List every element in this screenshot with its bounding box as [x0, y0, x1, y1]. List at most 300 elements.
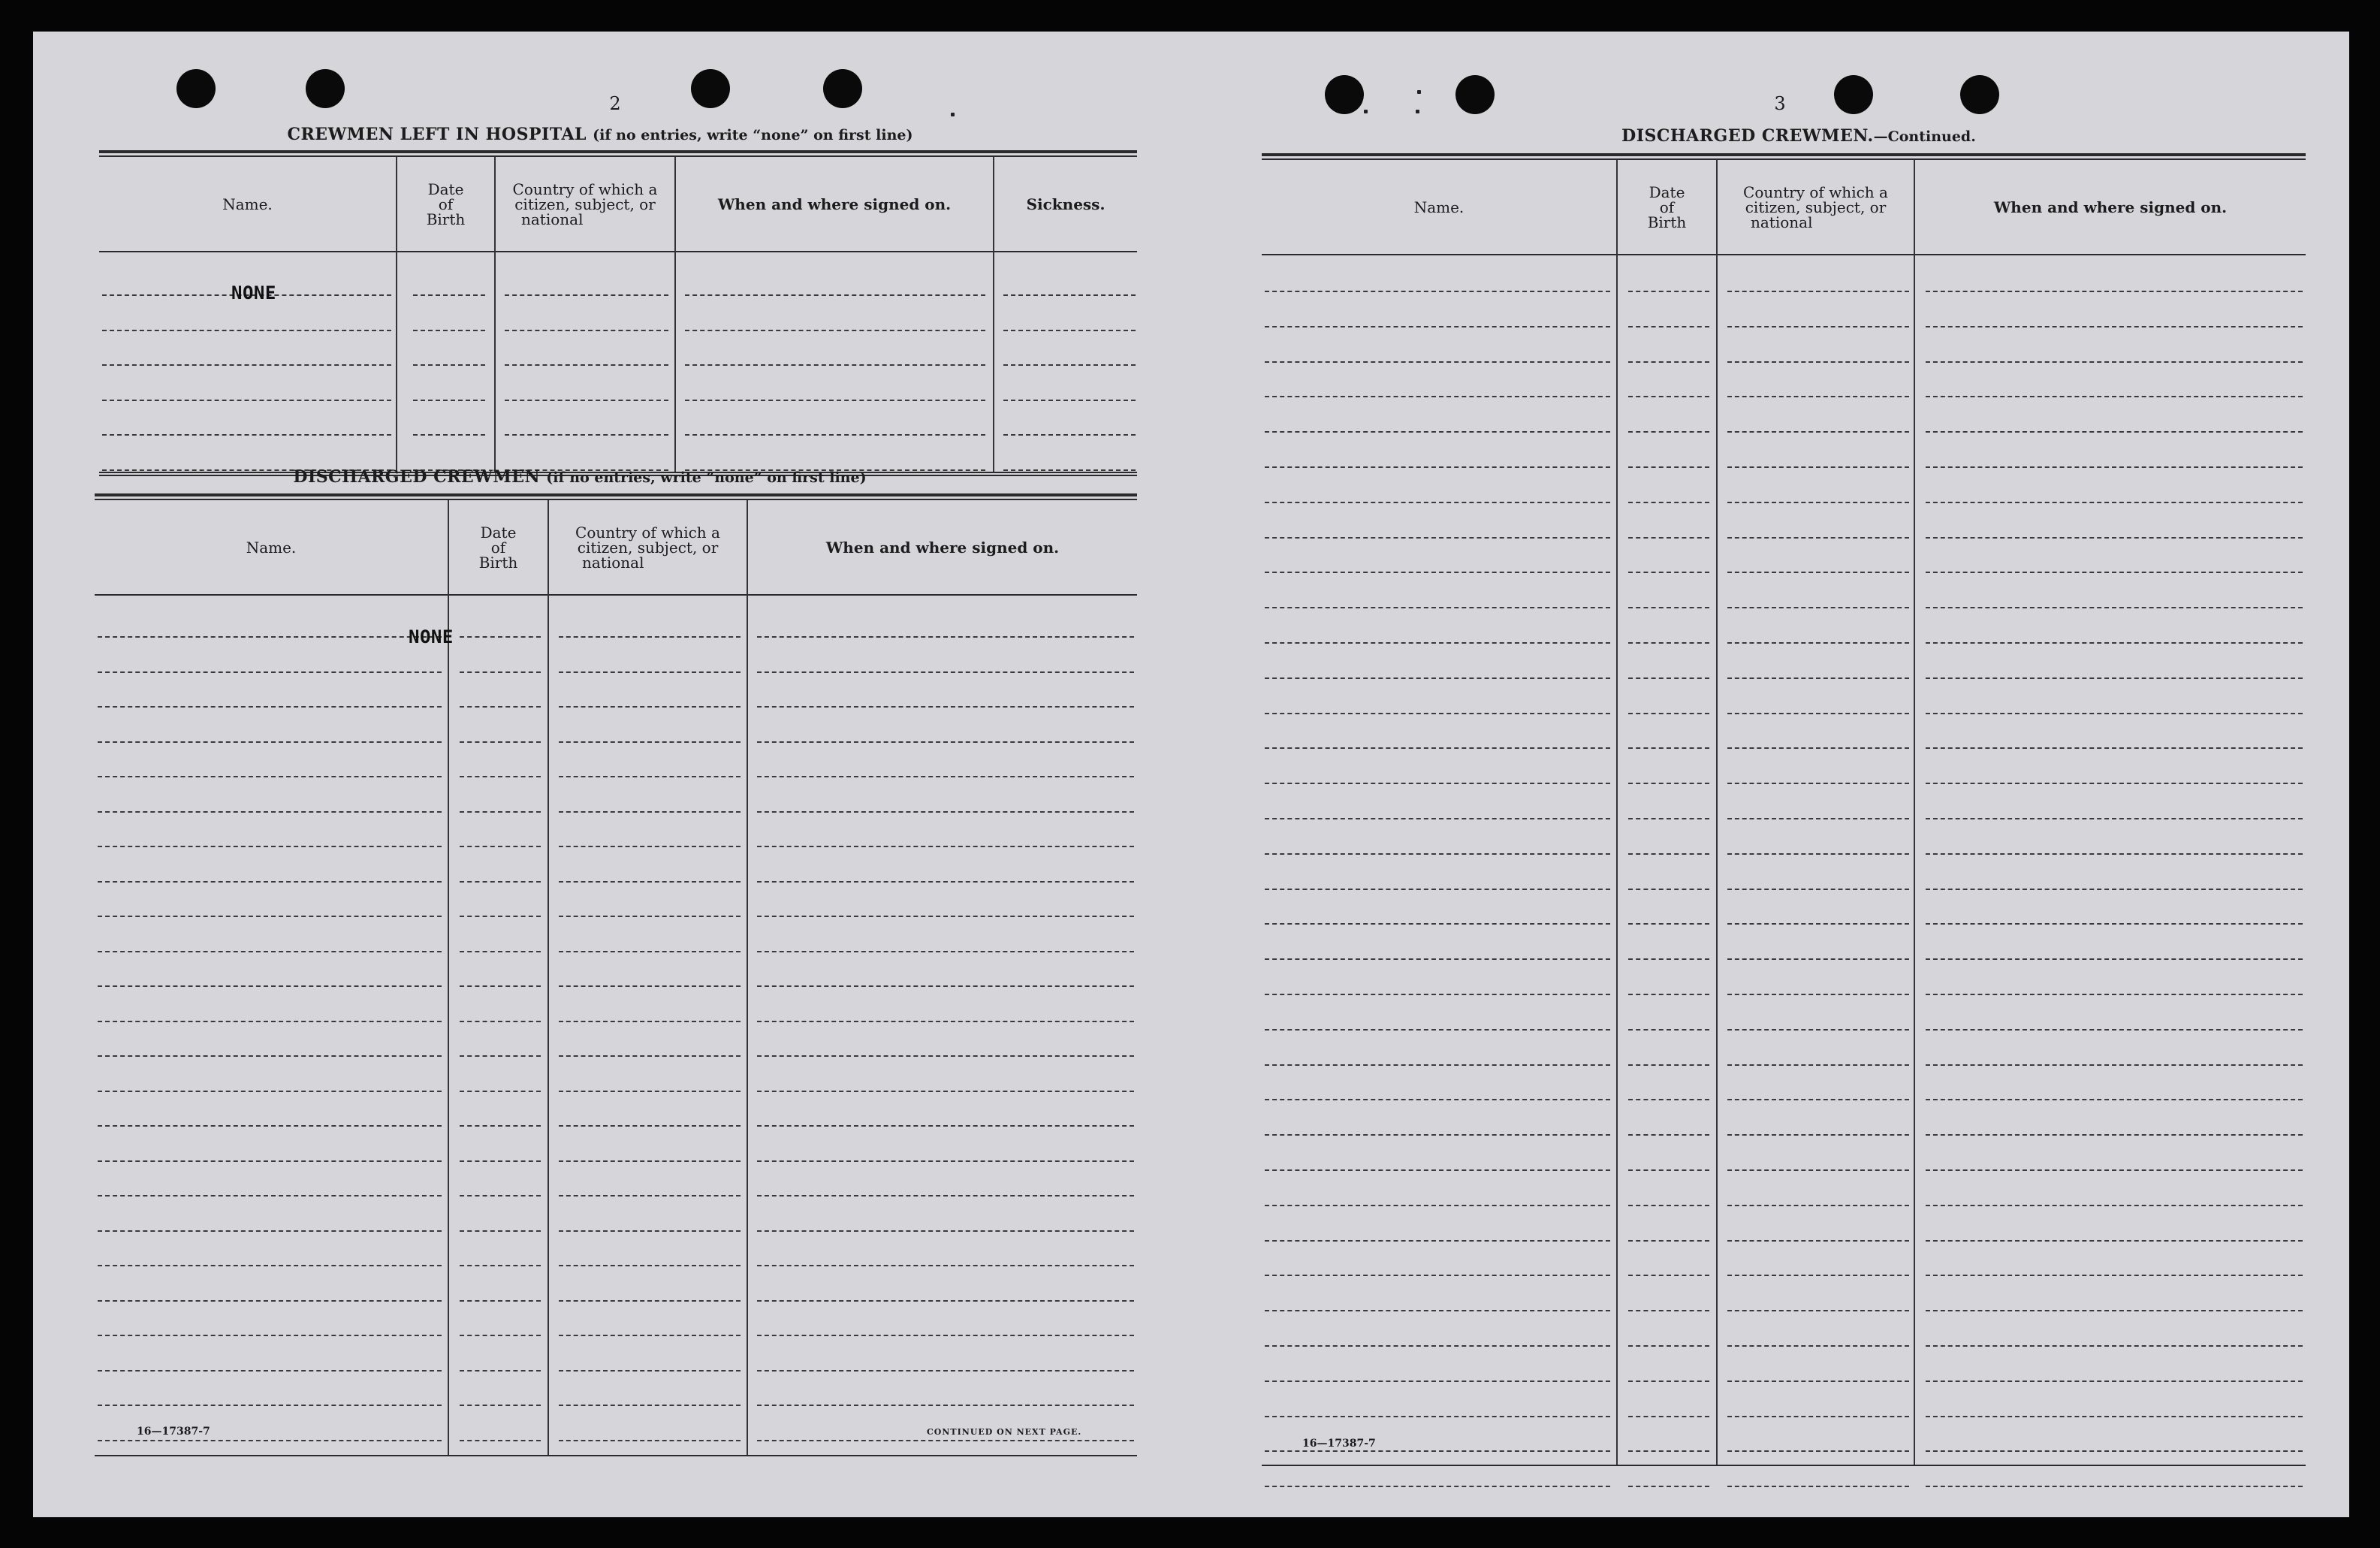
ruled-line: [757, 985, 1134, 987]
ruled-line: [559, 1125, 741, 1127]
ruled-line: [757, 776, 1134, 777]
ruled-line: [1628, 1064, 1709, 1066]
ruled-line: [102, 434, 391, 436]
ruled-line: [98, 985, 442, 987]
ruled-line: [1265, 396, 1610, 397]
discharged-title: DISCHARGED CREWMEN: [293, 467, 541, 487]
ruled-line: [757, 811, 1134, 813]
ruled-line: [1628, 923, 1709, 925]
ruled-line: [1926, 818, 2303, 819]
ruled-line: [757, 1405, 1134, 1406]
ruled-line: [102, 330, 391, 331]
ruled-line: [1003, 400, 1136, 401]
ruled-line: [98, 916, 442, 917]
ruled-line: [98, 1055, 442, 1057]
ruled-line: [1628, 677, 1709, 679]
col-header-dob: [449, 500, 547, 594]
ruled-line: [1727, 1416, 1909, 1417]
table-bottom-rule: [95, 1455, 1137, 1456]
ruled-line: [757, 1440, 1134, 1441]
form-number-right: 16—17387-7: [1302, 1438, 1376, 1450]
col-header-signed: When and where signed on.: [1993, 198, 2228, 216]
ruled-line: [1727, 502, 1909, 503]
ruled-line: [1727, 1064, 1909, 1066]
ruled-line: [1265, 958, 1610, 960]
ruled-line: [98, 846, 442, 847]
ruled-line: [559, 1300, 741, 1302]
ruled-line: [757, 1125, 1134, 1127]
ruled-line: [1926, 958, 2303, 960]
ruled-line: [559, 706, 741, 708]
ruled-line: [757, 1195, 1134, 1196]
ruled-line: [460, 985, 541, 987]
ruled-line: [757, 1300, 1134, 1302]
ruled-line: [1628, 1169, 1709, 1171]
ruled-line: [460, 671, 541, 673]
right-title: DISCHARGED CREWMEN.: [1621, 126, 1874, 146]
ruled-line: [559, 1405, 741, 1406]
ruled-line: [1926, 1205, 2303, 1206]
ruled-line: [1926, 537, 2303, 539]
ruled-line: [98, 671, 442, 673]
ruled-line: [413, 434, 485, 436]
table-top-rule: [99, 150, 1137, 157]
ruled-line: [757, 636, 1134, 638]
ruled-line: [98, 811, 442, 813]
ruled-line: [1628, 431, 1709, 433]
ruled-line: [559, 741, 741, 743]
ruled-line: [1926, 572, 2303, 573]
ruled-line: [1727, 1029, 1909, 1030]
ruled-line: [460, 1055, 541, 1057]
right-title-suffix: —Continued.: [1873, 128, 1976, 145]
ruled-line: [505, 434, 668, 436]
hospital-table: [99, 150, 1137, 481]
ruled-line: [1628, 1205, 1709, 1206]
ruled-line: [1265, 923, 1610, 925]
ruled-line: [559, 636, 741, 638]
ruled-line: [559, 671, 741, 673]
ruled-line: [1926, 889, 2303, 890]
table-top-rule: [1262, 153, 2306, 160]
ruled-line: [1727, 1134, 1909, 1136]
ruled-line: [460, 1160, 541, 1162]
ruled-line: [1265, 1064, 1610, 1066]
ruled-line: [1265, 642, 1610, 644]
country-line: citizen, subject, or: [577, 538, 719, 557]
ruled-line: [460, 1335, 541, 1336]
ruled-line: [757, 916, 1134, 917]
ruled-line: [1265, 783, 1610, 784]
punch-hole: [176, 69, 216, 108]
ruled-line: [1265, 1310, 1610, 1311]
ruled-line: [559, 1195, 741, 1196]
ruled-line: [1628, 713, 1709, 714]
col-header-name: Name.: [246, 538, 297, 557]
ruled-line: [1628, 361, 1709, 363]
ruled-line: [1727, 1345, 1909, 1347]
ruled-line: [1926, 642, 2303, 644]
ruled-line: [98, 1091, 442, 1092]
ruled-line: [1926, 291, 2303, 292]
ruled-line: [460, 1021, 541, 1022]
ruled-line: [1628, 396, 1709, 397]
ruled-line: [757, 671, 1134, 673]
ruled-line: [1265, 713, 1610, 714]
ruled-line: [1265, 889, 1610, 890]
hospital-title: CREWMEN LEFT IN HOSPITAL: [287, 125, 587, 144]
ruled-line: [1727, 396, 1909, 397]
dob-line: Birth: [1647, 213, 1687, 231]
ruled-line: [1628, 818, 1709, 819]
ruled-line: [1727, 783, 1909, 784]
ruled-line: [1727, 889, 1909, 890]
table-header-rule: [1262, 254, 2306, 255]
ruled-line: [460, 1300, 541, 1302]
ruled-line: [1727, 1099, 1909, 1100]
ruled-line: [1265, 853, 1610, 855]
ruled-line: [413, 364, 485, 366]
dob-line: of: [490, 538, 506, 557]
ruled-line: [1727, 713, 1909, 714]
ruled-line: [1628, 889, 1709, 890]
ruled-line: [757, 1091, 1134, 1092]
dob-line: of: [1659, 198, 1675, 216]
ruled-line: [1926, 396, 2303, 397]
ruled-line: [559, 811, 741, 813]
dob-line: Date: [480, 523, 517, 542]
ruled-line: [1628, 326, 1709, 327]
ruled-line: [559, 916, 741, 917]
ruled-line: [757, 1370, 1134, 1371]
ruled-line: [98, 1195, 442, 1196]
ruled-line: [1265, 431, 1610, 433]
ruled-line: [1727, 1205, 1909, 1206]
ruled-line: [559, 1160, 741, 1162]
ruled-line: [1727, 572, 1909, 573]
ruled-line: [1265, 1486, 1610, 1487]
ruled-line: [1265, 677, 1610, 679]
ruled-line: [1926, 1064, 2303, 1066]
col-header-sickness: Sickness.: [1026, 195, 1106, 213]
ruled-line: [98, 951, 442, 952]
country-line: national: [521, 210, 584, 228]
ruled-line: [1926, 1029, 2303, 1030]
ruled-line: [98, 636, 442, 638]
ruled-line: [1926, 431, 2303, 433]
ruled-line: [1628, 958, 1709, 960]
ruled-line: [757, 706, 1134, 708]
discharged-continued-table: [1262, 153, 2306, 1468]
ruled-line: [1727, 958, 1909, 960]
ruled-line: [1265, 1029, 1610, 1030]
ruled-line: [757, 1021, 1134, 1022]
punch-hole: [1455, 75, 1495, 114]
ruled-line: [1926, 783, 2303, 784]
ruled-line: [460, 1091, 541, 1092]
ruled-line: [757, 1055, 1134, 1057]
ruled-line: [1926, 1310, 2303, 1311]
country-line: national: [1751, 213, 1813, 231]
punch-hole: [1834, 75, 1873, 114]
ruled-line: [460, 1370, 541, 1371]
ruled-line: [757, 846, 1134, 847]
country-line: Country of which a: [1743, 183, 1888, 201]
col-header-signed: When and where signed on.: [717, 195, 952, 213]
ruled-line: [559, 1335, 741, 1336]
ruled-line: [1727, 677, 1909, 679]
page-number-left: 2: [609, 93, 621, 114]
ruled-line: [1628, 1310, 1709, 1311]
column-divider: [1914, 160, 1915, 1465]
ruled-line: [1926, 1099, 2303, 1100]
ruled-line: [685, 400, 985, 401]
ruled-line: [1628, 537, 1709, 539]
ruled-line: [559, 1055, 741, 1057]
ruled-line: [1926, 361, 2303, 363]
ruled-line: [1926, 923, 2303, 925]
ruled-line: [460, 1265, 541, 1266]
ruled-line: [559, 1091, 741, 1092]
ruled-line: [1628, 607, 1709, 608]
continued-note: CONTINUED ON NEXT PAGE.: [927, 1427, 1082, 1437]
ruled-line: [1265, 1205, 1610, 1206]
ruled-line: [1628, 1240, 1709, 1242]
punch-hole: [691, 69, 730, 108]
ruled-line: [1926, 607, 2303, 608]
ruled-line: [1727, 747, 1909, 749]
ruled-line: [1727, 1169, 1909, 1171]
hospital-entry-text: NONE: [231, 282, 276, 303]
ruled-line: [98, 706, 442, 708]
ruled-line: [559, 1370, 741, 1371]
ruled-line: [98, 1335, 442, 1336]
ruled-line: [1265, 326, 1610, 327]
ruled-line: [1265, 466, 1610, 468]
ruled-line: [1727, 431, 1909, 433]
col-header-dob: [397, 157, 494, 251]
column-divider: [547, 500, 549, 1455]
ruled-line: [460, 951, 541, 952]
ruled-line: [98, 1160, 442, 1162]
ruled-line: [757, 881, 1134, 883]
ruled-line: [559, 846, 741, 847]
ruled-line: [1003, 364, 1136, 366]
ruled-line: [1628, 783, 1709, 784]
dob-line: of: [438, 195, 454, 213]
ruled-line: [1628, 1134, 1709, 1136]
ruled-line: [1727, 853, 1909, 855]
ruled-line: [1628, 994, 1709, 995]
ruled-line: [1926, 1416, 2303, 1417]
country-line: national: [582, 553, 644, 572]
ruled-line: [757, 1335, 1134, 1336]
ruled-line: [460, 1405, 541, 1406]
country-line: Country of which a: [512, 180, 658, 198]
ruled-line: [1265, 1169, 1610, 1171]
ruled-line: [1926, 466, 2303, 468]
dob-line: Birth: [426, 210, 466, 228]
ruled-line: [1926, 1240, 2303, 1242]
ruled-line: [413, 400, 485, 401]
ruled-line: [685, 330, 985, 331]
table-bottom-rule: [1262, 1465, 2306, 1466]
document-spread: [33, 32, 2349, 1517]
ruled-line: [1003, 434, 1136, 436]
ruled-line: [102, 400, 391, 401]
ruled-line: [1265, 1416, 1610, 1417]
ruled-line: [505, 330, 668, 331]
ruled-line: [1003, 330, 1136, 331]
ruled-line: [98, 1265, 442, 1266]
col-header-country: [1718, 160, 1914, 254]
col-header-name: Name.: [222, 195, 273, 213]
speck: [1417, 90, 1421, 94]
ruled-line: [1628, 642, 1709, 644]
ruled-line: [1003, 294, 1136, 296]
ruled-line: [460, 636, 541, 638]
ruled-line: [1265, 994, 1610, 995]
ruled-line: [559, 1265, 741, 1266]
table-top-rule: [95, 493, 1137, 500]
ruled-line: [98, 1405, 442, 1406]
ruled-line: [1628, 853, 1709, 855]
ruled-line: [1926, 1381, 2303, 1382]
ruled-line: [685, 294, 985, 296]
ruled-line: [1926, 747, 2303, 749]
ruled-line: [1628, 1381, 1709, 1382]
punch-hole: [306, 69, 345, 108]
country-line: citizen, subject, or: [514, 195, 656, 213]
ruled-line: [559, 951, 741, 952]
ruled-line: [505, 400, 668, 401]
ruled-line: [1727, 361, 1909, 363]
ruled-line: [98, 1021, 442, 1022]
ruled-line: [1628, 1275, 1709, 1276]
ruled-line: [1265, 361, 1610, 363]
form-number-left: 16—17387-7: [137, 1426, 210, 1438]
column-divider: [1716, 160, 1718, 1465]
dob-line: Birth: [478, 553, 518, 572]
ruled-line: [1926, 713, 2303, 714]
ruled-line: [1628, 1029, 1709, 1030]
col-header-name: Name.: [1413, 198, 1464, 216]
ruled-line: [1628, 1416, 1709, 1417]
ruled-line: [1628, 1486, 1709, 1487]
ruled-line: [1926, 1450, 2303, 1452]
ruled-line: [460, 1440, 541, 1441]
column-divider: [1616, 160, 1618, 1465]
ruled-line: [1926, 1169, 2303, 1171]
ruled-line: [98, 881, 442, 883]
ruled-line: [1628, 747, 1709, 749]
discharged-title-note: (if no entries, write “none” on first line): [546, 469, 867, 486]
ruled-line: [98, 741, 442, 743]
ruled-line: [1727, 642, 1909, 644]
ruled-line: [1628, 1099, 1709, 1100]
ruled-line: [685, 364, 985, 366]
ruled-line: [1727, 923, 1909, 925]
ruled-line: [1727, 291, 1909, 292]
ruled-line: [1265, 1275, 1610, 1276]
ruled-line: [559, 1440, 741, 1441]
ruled-line: [460, 706, 541, 708]
dob-line: Date: [427, 180, 464, 198]
ruled-line: [1926, 677, 2303, 679]
speck: [951, 113, 955, 116]
ruled-line: [1628, 572, 1709, 573]
ruled-line: [460, 1230, 541, 1232]
ruled-line: [460, 846, 541, 847]
ruled-line: [413, 294, 485, 296]
ruled-line: [1727, 818, 1909, 819]
ruled-line: [559, 1230, 741, 1232]
ruled-line: [1265, 1450, 1610, 1452]
ruled-line: [1265, 537, 1610, 539]
ruled-line: [460, 811, 541, 813]
right-section-title: [1262, 126, 2336, 146]
ruled-line: [460, 1125, 541, 1127]
ruled-line: [1727, 466, 1909, 468]
hospital-section-title: [101, 125, 1100, 144]
ruled-line: [1926, 1134, 2303, 1136]
ruled-line: [1265, 291, 1610, 292]
ruled-line: [102, 364, 391, 366]
ruled-line: [757, 951, 1134, 952]
ruled-line: [1265, 818, 1610, 819]
dob-line: Date: [1649, 183, 1685, 201]
ruled-line: [559, 985, 741, 987]
ruled-line: [98, 1230, 442, 1232]
col-header-country: [496, 157, 674, 251]
ruled-line: [1628, 466, 1709, 468]
ruled-line: [1926, 1345, 2303, 1347]
ruled-line: [1926, 1275, 2303, 1276]
ruled-line: [1926, 994, 2303, 995]
ruled-line: [1727, 994, 1909, 995]
ruled-line: [559, 1021, 741, 1022]
column-divider: [747, 500, 748, 1455]
ruled-line: [1727, 1450, 1909, 1452]
col-header-country: [549, 500, 747, 594]
ruled-line: [1727, 607, 1909, 608]
ruled-line: [460, 741, 541, 743]
ruled-line: [1727, 1310, 1909, 1311]
ruled-line: [98, 1370, 442, 1371]
ruled-line: [1628, 1450, 1709, 1452]
ruled-line: [1926, 326, 2303, 327]
ruled-line: [460, 776, 541, 777]
ruled-line: [98, 1300, 442, 1302]
punch-hole: [1960, 75, 1999, 114]
ruled-line: [1265, 502, 1610, 503]
page-number-right: 3: [1774, 93, 1786, 114]
ruled-line: [757, 1230, 1134, 1232]
punch-hole: [1325, 75, 1364, 114]
ruled-line: [1727, 1240, 1909, 1242]
ruled-line: [1628, 1345, 1709, 1347]
ruled-line: [505, 364, 668, 366]
ruled-line: [460, 881, 541, 883]
speck: [1416, 110, 1419, 113]
discharged-table: [95, 493, 1137, 1462]
ruled-line: [757, 1160, 1134, 1162]
ruled-line: [1926, 853, 2303, 855]
ruled-line: [1628, 291, 1709, 292]
ruled-line: [1727, 1275, 1909, 1276]
col-header-dob: [1618, 160, 1716, 254]
country-line: citizen, subject, or: [1745, 198, 1887, 216]
